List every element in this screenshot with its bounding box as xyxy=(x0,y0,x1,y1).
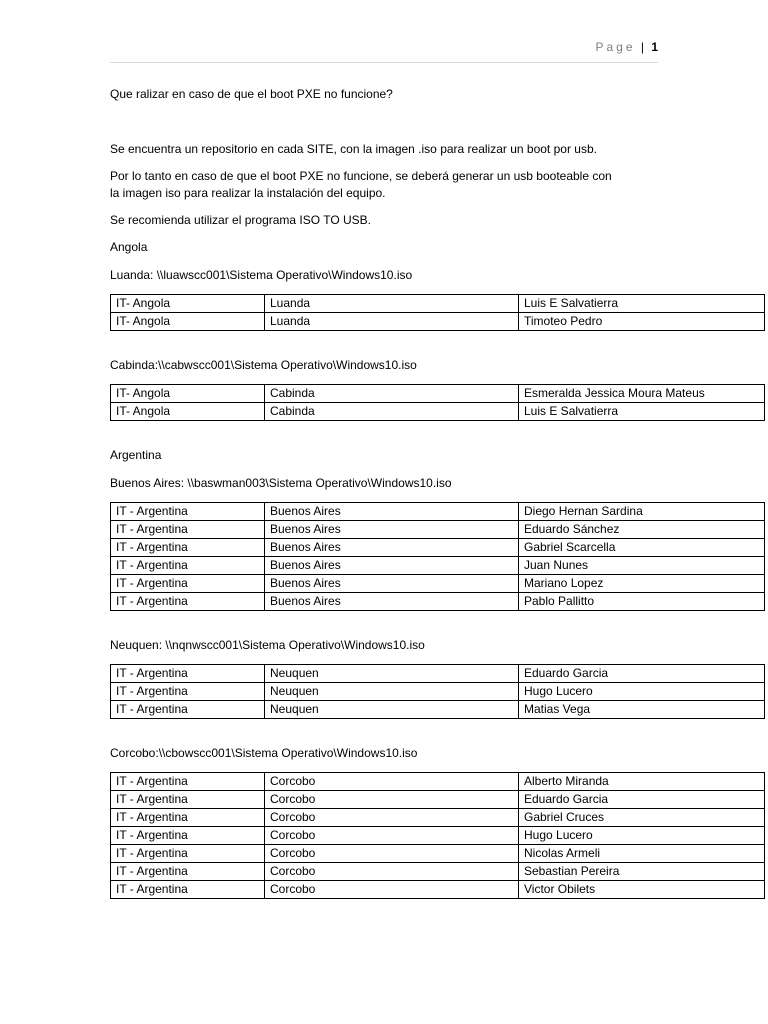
table-row xyxy=(111,701,765,719)
page-header xyxy=(110,40,658,63)
team-cell: IT - Argentina xyxy=(111,881,265,899)
paragraph-instructions-line1: Por lo tanto en caso de que el boot PXE no funcione, se deberá generar un usb booteable con xyxy=(110,169,612,183)
paragraph-instructions xyxy=(110,168,764,202)
team-cell: IT - Argentina xyxy=(111,593,265,611)
site-cell: Buenos Aires xyxy=(265,521,519,539)
contact-name-cell: Timoteo Pedro xyxy=(519,313,765,331)
team-cell: IT - Argentina xyxy=(111,557,265,575)
contacts-table xyxy=(110,772,765,899)
team-cell: IT- Angola xyxy=(111,385,265,403)
site-cell: Neuquen xyxy=(265,665,519,683)
site-cell: Buenos Aires xyxy=(265,593,519,611)
site-cell: Corcobo xyxy=(265,773,519,791)
country-heading: Angola xyxy=(110,240,148,254)
team-cell: IT - Argentina xyxy=(111,701,265,719)
contacts-table xyxy=(110,384,765,421)
table-row xyxy=(111,773,765,791)
table-row xyxy=(111,809,765,827)
contact-name-cell: Gabriel Scarcella xyxy=(519,539,765,557)
contacts-table xyxy=(110,664,765,719)
site-cell: Corcobo xyxy=(265,881,519,899)
contacts-table xyxy=(110,502,765,611)
table-row xyxy=(111,539,765,557)
site-sections xyxy=(110,239,764,899)
contact-name-cell: Pablo Pallitto xyxy=(519,593,765,611)
contact-name-cell: Esmeralda Jessica Moura Mateus xyxy=(519,385,765,403)
table-row xyxy=(111,575,765,593)
team-cell: IT - Argentina xyxy=(111,539,265,557)
table-row xyxy=(111,683,765,701)
table-row xyxy=(111,503,765,521)
site-cell: Buenos Aires xyxy=(265,503,519,521)
contact-name-cell: Hugo Lucero xyxy=(519,827,765,845)
page-label: Page xyxy=(595,40,636,54)
paragraph-instructions-line2: la imagen iso para realizar la instalación del equipo. xyxy=(110,186,386,200)
team-cell: IT - Argentina xyxy=(111,791,265,809)
site-cell: Neuquen xyxy=(265,701,519,719)
repository-path: Corcobo:\\cbowscc001\Sistema Operativo\Windows10.iso xyxy=(110,746,418,760)
table-row xyxy=(111,593,765,611)
paragraph-recommendation: Se recomienda utilizar el programa ISO TO USB. xyxy=(110,213,371,227)
table-row xyxy=(111,863,765,881)
contact-name-cell: Gabriel Cruces xyxy=(519,809,765,827)
site-cell: Corcobo xyxy=(265,809,519,827)
paragraph-repository: Se encuentra un repositorio en cada SITE, con la imagen .iso para realizar un boot por usb. xyxy=(110,142,597,156)
contact-name-cell: Victor Obilets xyxy=(519,881,765,899)
team-cell: IT - Argentina xyxy=(111,521,265,539)
team-cell: IT- Angola xyxy=(111,295,265,313)
table-row xyxy=(111,791,765,809)
page-separator: | xyxy=(640,40,644,54)
site-cell: Corcobo xyxy=(265,827,519,845)
repository-path: Buenos Aires: \\baswman003\Sistema Operativo\Windows10.iso xyxy=(110,476,452,490)
team-cell: IT - Argentina xyxy=(111,683,265,701)
table-row xyxy=(111,845,765,863)
table-row xyxy=(111,295,765,313)
contact-name-cell: Juan Nunes xyxy=(519,557,765,575)
site-section xyxy=(110,447,764,611)
contact-name-cell: Mariano Lopez xyxy=(519,575,765,593)
contact-name-cell: Eduardo Sánchez xyxy=(519,521,765,539)
site-cell: Luanda xyxy=(265,313,519,331)
site-section xyxy=(110,637,764,719)
contact-name-cell: Luis E Salvatierra xyxy=(519,403,765,421)
site-cell: Buenos Aires xyxy=(265,557,519,575)
table-row xyxy=(111,557,765,575)
table-row xyxy=(111,827,765,845)
table-row xyxy=(111,521,765,539)
contact-name-cell: Sebastian Pereira xyxy=(519,863,765,881)
team-cell: IT - Argentina xyxy=(111,503,265,521)
site-cell: Corcobo xyxy=(265,863,519,881)
contact-name-cell: Diego Hernan Sardina xyxy=(519,503,765,521)
table-row xyxy=(111,403,765,421)
site-section xyxy=(110,357,764,421)
site-cell: Neuquen xyxy=(265,683,519,701)
repository-path: Cabinda:\\cabwscc001\Sistema Operativo\Windows10.iso xyxy=(110,358,417,372)
site-cell: Buenos Aires xyxy=(265,575,519,593)
site-cell: Buenos Aires xyxy=(265,539,519,557)
team-cell: IT - Argentina xyxy=(111,575,265,593)
contact-name-cell: Matias Vega xyxy=(519,701,765,719)
contact-name-cell: Eduardo Garcia xyxy=(519,791,765,809)
country-heading: Argentina xyxy=(110,448,162,462)
contact-name-cell: Alberto Miranda xyxy=(519,773,765,791)
team-cell: IT - Argentina xyxy=(111,827,265,845)
contact-name-cell: Luis E Salvatierra xyxy=(519,295,765,313)
repository-path: Neuquen: \\nqnwscc001\Sistema Operativo\Windows10.iso xyxy=(110,638,425,652)
team-cell: IT - Argentina xyxy=(111,773,265,791)
site-cell: Cabinda xyxy=(265,385,519,403)
table-row xyxy=(111,313,765,331)
team-cell: IT - Argentina xyxy=(111,863,265,881)
site-cell: Luanda xyxy=(265,295,519,313)
contact-name-cell: Hugo Lucero xyxy=(519,683,765,701)
contact-name-cell: Nicolas Armeli xyxy=(519,845,765,863)
team-cell: IT - Argentina xyxy=(111,845,265,863)
site-cell: Cabinda xyxy=(265,403,519,421)
team-cell: IT- Angola xyxy=(111,313,265,331)
site-cell: Corcobo xyxy=(265,791,519,809)
page-number: 1 xyxy=(651,40,658,54)
question-heading: Que ralizar en caso de que el boot PXE no funcione? xyxy=(110,87,393,101)
team-cell: IT- Angola xyxy=(111,403,265,421)
team-cell: IT - Argentina xyxy=(111,665,265,683)
site-cell: Corcobo xyxy=(265,845,519,863)
contact-name-cell: Eduardo Garcia xyxy=(519,665,765,683)
document-body xyxy=(110,86,764,899)
site-section xyxy=(110,745,764,899)
table-row xyxy=(111,665,765,683)
contacts-table xyxy=(110,294,765,331)
site-section xyxy=(110,239,764,331)
repository-path: Luanda: \\luawscc001\Sistema Operativo\Windows10.iso xyxy=(110,268,413,282)
team-cell: IT - Argentina xyxy=(111,809,265,827)
table-row xyxy=(111,881,765,899)
table-row xyxy=(111,385,765,403)
